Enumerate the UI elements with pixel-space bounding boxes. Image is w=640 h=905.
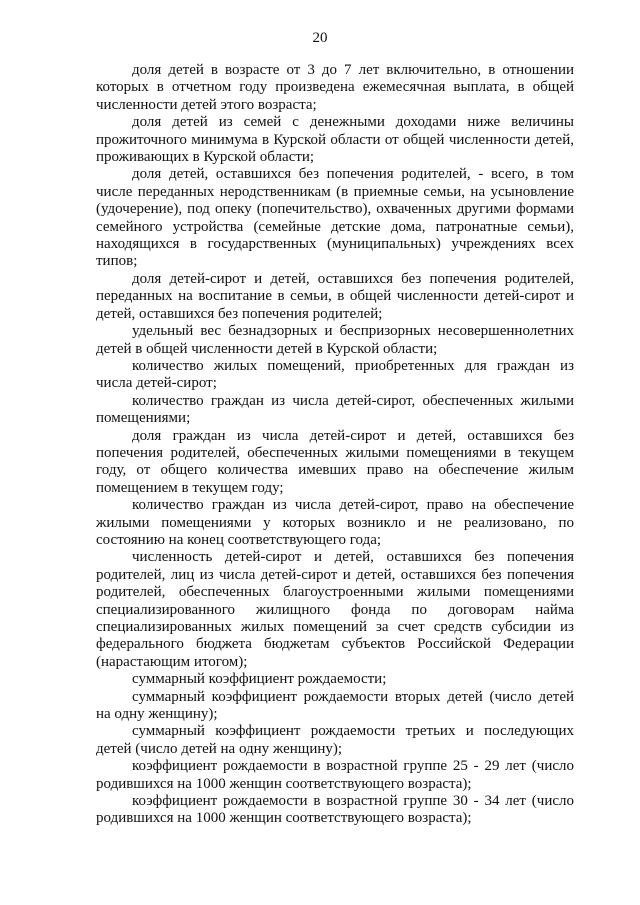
paragraph: доля детей, оставшихся без попечения родителей, - всего, в том числе переданных неродственникам (в приемные семьи, на усыновление (удочерение), под опеку (попечительство), охваченных другими формами семейного устройства (семейные детские дома, патронатные семьи), находящихся в государственных (муниципальных) учреждениях всех типов;	[96, 166, 574, 270]
paragraph: количество граждан из числа детей-сирот, обеспеченных жилыми помещениями;	[96, 392, 574, 427]
paragraph: суммарный коэффициент рождаемости третьих и последующих детей (число детей на одну женщину);	[96, 723, 574, 757]
document-body	[96, 62, 574, 828]
paragraph: суммарный коэффициент рождаемости вторых детей (число детей на одну женщину);	[96, 688, 574, 723]
page-number: 20	[312, 30, 328, 46]
paragraph: количество граждан из числа детей-сирот, право на обеспечение жилыми помещениями у которых возникло и не реализовано, по состоянию на конец соответствующего года;	[96, 497, 574, 548]
paragraph: доля граждан из числа детей-сирот и детей, оставшихся без попечения родителей, обеспеченных жилыми помещениями в текущем году, от общего количества имевших право на обеспечение жилым помещением в текущем году;	[96, 427, 574, 496]
paragraph: доля детей в возрасте от 3 до 7 лет включительно, в отношении которых в отчетном году произведена ежемесячная выплата, в общей численности детей этого возраста;	[96, 62, 574, 113]
paragraph: коэффициент рождаемости в возрастной группе 30 - 34 лет (число родившихся на 1000 женщин соответствующего возраста);	[96, 793, 574, 827]
paragraph: доля детей из семей с денежными доходами ниже величины прожиточного минимума в Курской области от общей численности детей, проживающих в Курской области;	[96, 114, 574, 166]
paragraph: доля детей-сирот и детей, оставшихся без попечения родителей, переданных на воспитание в семьи, в общей численности детей-сирот и детей, оставшихся без попечения родителей;	[96, 270, 574, 322]
paragraph: коэффициент рождаемости в возрастной группе 25 - 29 лет (число родившихся на 1000 женщин соответствующего возраста);	[96, 758, 574, 792]
paragraph: численность детей-сирот и детей, оставшихся без попечения родителей, лиц из числа детей-сирот и детей, оставшихся без попечения родителей, обеспеченных благоустроенными жилыми помещениями специализированного жилищного фонда по договорам найма специализированных жилых помещений за счет средств субсидии из федерального бюджета бюджетам субъектов Российской Федерации (нарастающим итогом);	[96, 549, 574, 670]
paragraph: количество жилых помещений, приобретенных для граждан из числа детей-сирот;	[96, 357, 574, 392]
paragraph: суммарный коэффициент рождаемости;	[132, 671, 387, 688]
paragraph: удельный вес безнадзорных и беспризорных несовершеннолетних детей в общей численности детей в Курской области;	[96, 323, 574, 357]
